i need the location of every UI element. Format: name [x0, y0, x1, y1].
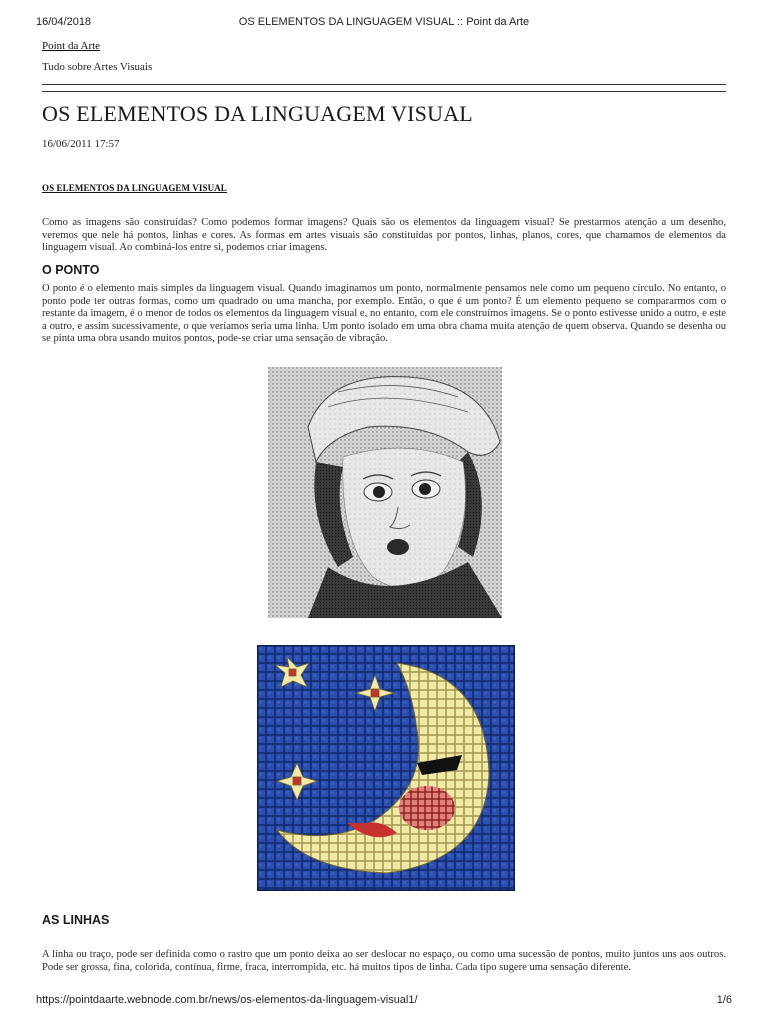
- intro-paragraph: Como as imagens são construídas? Como podemos formar imagens? Quais são os elementos da linguagem visual? Se prestarmos atenção a um desenho, veremos que nele há pontos, linhas e cores. As formas em artes visuais são constituídas por pontos, linhas, planos, cores, que chamamos de elementos da linguagem visual. Ao combiná-los entre si, podemos criar imagens.: [42, 217, 726, 254]
- header-divider-bottom: [42, 91, 726, 92]
- site-name-link[interactable]: Point da Arte: [42, 40, 101, 52]
- mosaic-moon-image: [257, 645, 515, 891]
- print-date: 16/04/2018: [36, 16, 92, 28]
- print-page-url: https://pointdaarte.webnode.com.br/news/os-elementos-da-linguagem-visual1/: [36, 994, 418, 1006]
- print-page-title: OS ELEMENTOS DA LINGUAGEM VISUAL :: Point da Arte: [238, 16, 530, 28]
- section-text-ponto: O ponto é o elemento mais simples da linguagem visual. Quando imaginamos um ponto, normalmente pensamos nele como um pequeno círculo. No entanto, o ponto pode ter outras formas, como um quadrado ou uma mancha, por exemplo. Então, o que é um ponto? É um elemento pequeno se compararmos com o restante da imagem, é o menor de todos os elementos da linguagem visual e, no entanto, com ele construímos imagens. Se o ponto estivesse unido a outro, e este a outro, e assim sucessivamente, o que veríamos seria uma linha. Um ponto isolado em uma obra chama muita atenção de quem observa. Quando se desenha ou se pinta uma obra usando muitos pontos, pode-se criar uma sensação de vibração.: [42, 283, 726, 345]
- site-tagline: Tudo sobre Artes Visuais: [42, 61, 153, 73]
- mosaic-moon-icon: [257, 645, 515, 891]
- article-subheading: OS ELEMENTOS DA LINGUAGEM VISUAL: [42, 183, 227, 193]
- print-footer: [36, 994, 732, 1010]
- header-divider-top: [42, 84, 726, 85]
- article-title: OS ELEMENTOS DA LINGUAGEM VISUAL: [42, 101, 473, 126]
- print-page-number: 1/6: [716, 994, 732, 1006]
- section-text-linhas: A linha ou traço, pode ser definida como o rastro que um ponto deixa ao ser deslocar no espaço, ou como uma sucessão de pontos, muito juntos uns aos outros. Pode ser grossa, fina, colorida, contínua, firme, fraca, interrompida, etc. há muitos tipos de linha. Cada tipo sugere uma sensação diferente.: [42, 949, 726, 973]
- section-heading-ponto: O PONTO: [42, 263, 100, 277]
- stippled-portrait-icon: [268, 367, 502, 618]
- print-header: [36, 16, 732, 32]
- section-heading-linhas: AS LINHAS: [42, 913, 110, 927]
- article-date: 16/06/2011 17:57: [42, 138, 120, 150]
- child-portrait-image: [268, 367, 502, 618]
